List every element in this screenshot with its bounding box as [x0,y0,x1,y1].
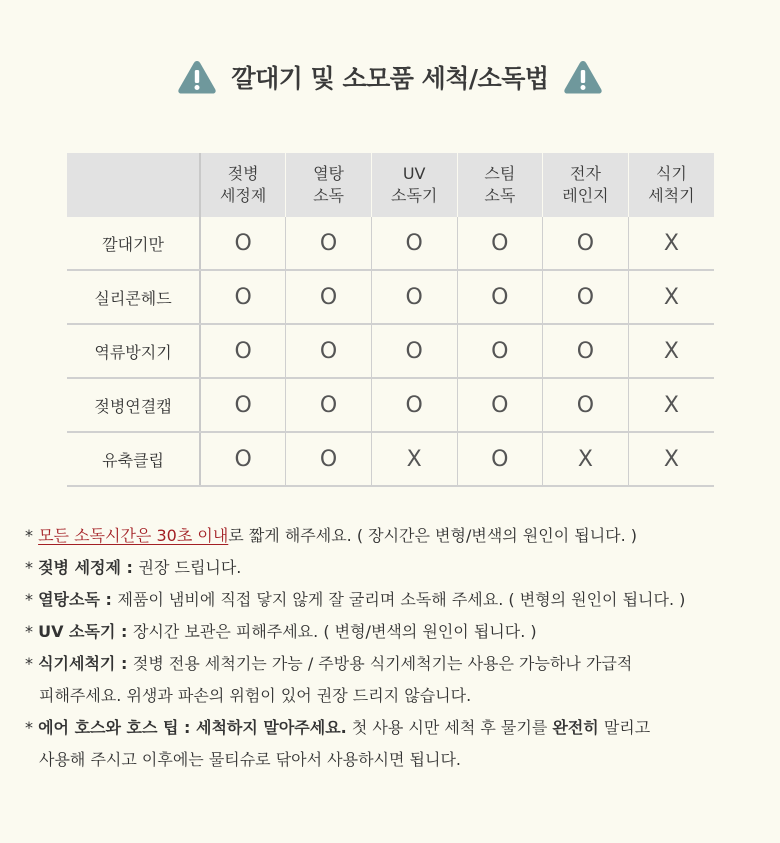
notes-section [25,520,765,776]
header-cell-uv: UV 소독기 [371,153,457,217]
note-text: 피해주세요. 위생과 파손의 위험이 있어 권장 드리지 않습니다. [39,686,472,705]
note-air-hose-cont [25,744,765,776]
table-cell: O [200,378,286,432]
header-cell-empty [67,153,200,217]
table-cell: O [371,324,457,378]
table-cell: O [457,324,543,378]
note-text: 말리고 [598,718,651,737]
table-header-row [67,153,714,217]
warning-icon [563,59,603,95]
note-uv [25,616,765,648]
table-cell: X [628,432,714,486]
table-cell: O [286,270,372,324]
table-row [67,378,714,432]
note-air-hose [25,712,765,744]
table-cell: O [457,217,543,270]
table-cell: X [543,432,629,486]
note-text: 사용해 주시고 이후에는 물티슈로 닦아서 사용하시면 됩니다. [39,750,462,769]
note-heading: UV 소독기 : [38,622,133,641]
note-bullet: * [25,622,39,641]
header-cell-dishwasher: 식기 세척기 [628,153,714,217]
note-bullet: * [25,526,39,545]
header-cell-microwave: 전자 레인지 [543,153,629,217]
table-cell: X [628,270,714,324]
table-cell: O [457,270,543,324]
note-heading: 에어 호스와 호스 팁 : 세척하지 말아주세요. [38,718,347,737]
header-cell-bottle-cleanser: 젖병 세정제 [200,153,286,217]
table-cell: O [543,324,629,378]
warning-icon [177,59,217,95]
table-cell: O [200,217,286,270]
note-heading: 열탕소독 : [38,590,118,609]
table-cell: O [543,217,629,270]
table-cell: O [457,432,543,486]
table-cell: X [628,378,714,432]
note-bullet: * [25,654,39,673]
note-heading: 식기세척기 : [38,654,133,673]
title-row [0,54,780,100]
note-text: 제품이 냄비에 직접 닿지 않게 잘 굴리며 소독해 주세요. ( 변형의 원인이 됩니다. ) [117,590,686,609]
note-dishwasher-cont [25,680,765,712]
note-text: 권장 드립니다. [138,558,242,577]
compatibility-table [67,153,714,487]
note-disinfect-time [25,520,765,552]
note-text: 젖병 전용 세척기는 가능 / 주방용 식기세척기는 사용은 가능하나 가급적 [132,654,633,673]
row-label: 젖병연결캡 [67,378,200,432]
table-row [67,270,714,324]
table-cell: O [200,432,286,486]
table-cell: O [371,270,457,324]
table-row [67,324,714,378]
table-cell: O [543,378,629,432]
table-cell: O [286,324,372,378]
note-bullet: * [25,590,39,609]
row-label: 유축클립 [67,432,200,486]
table-row [67,432,714,486]
table-cell: O [371,217,457,270]
row-label: 깔대기만 [67,217,200,270]
note-dishwasher [25,648,765,680]
table-cell: O [286,432,372,486]
table-cell: O [371,378,457,432]
table-cell: O [457,378,543,432]
note-text: 첫 사용 시만 세척 후 물기를 [346,718,553,737]
table-cell: X [628,324,714,378]
header-cell-boiling: 열탕 소독 [286,153,372,217]
table-cell: O [286,217,372,270]
note-bullet: * [25,558,39,577]
table-cell: O [543,270,629,324]
note-bottle-cleanser [25,552,765,584]
row-label: 실리콘헤드 [67,270,200,324]
header-cell-steam: 스팀 소독 [457,153,543,217]
table-row [67,217,714,270]
table-cell: O [286,378,372,432]
note-boiling [25,584,765,616]
table-cell: O [200,270,286,324]
note-bullet: * [25,718,39,737]
row-label: 역류방지기 [67,324,200,378]
page-title: 깔대기 및 소모품 세척/소독법 [231,64,549,93]
table-cell: X [628,217,714,270]
table-cell: X [371,432,457,486]
note-highlight: 모든 소독시간은 30초 이내 [38,526,229,545]
table-cell: O [200,324,286,378]
note-text: 로 짧게 해주세요. ( 장시간은 변형/변색의 원인이 됩니다. ) [228,526,638,545]
note-emphasis: 완전히 [552,718,599,737]
note-text: 장시간 보관은 피해주세요. ( 변형/변색의 원인이 됩니다. ) [132,622,537,641]
note-heading: 젖병 세정제 : [38,558,139,577]
